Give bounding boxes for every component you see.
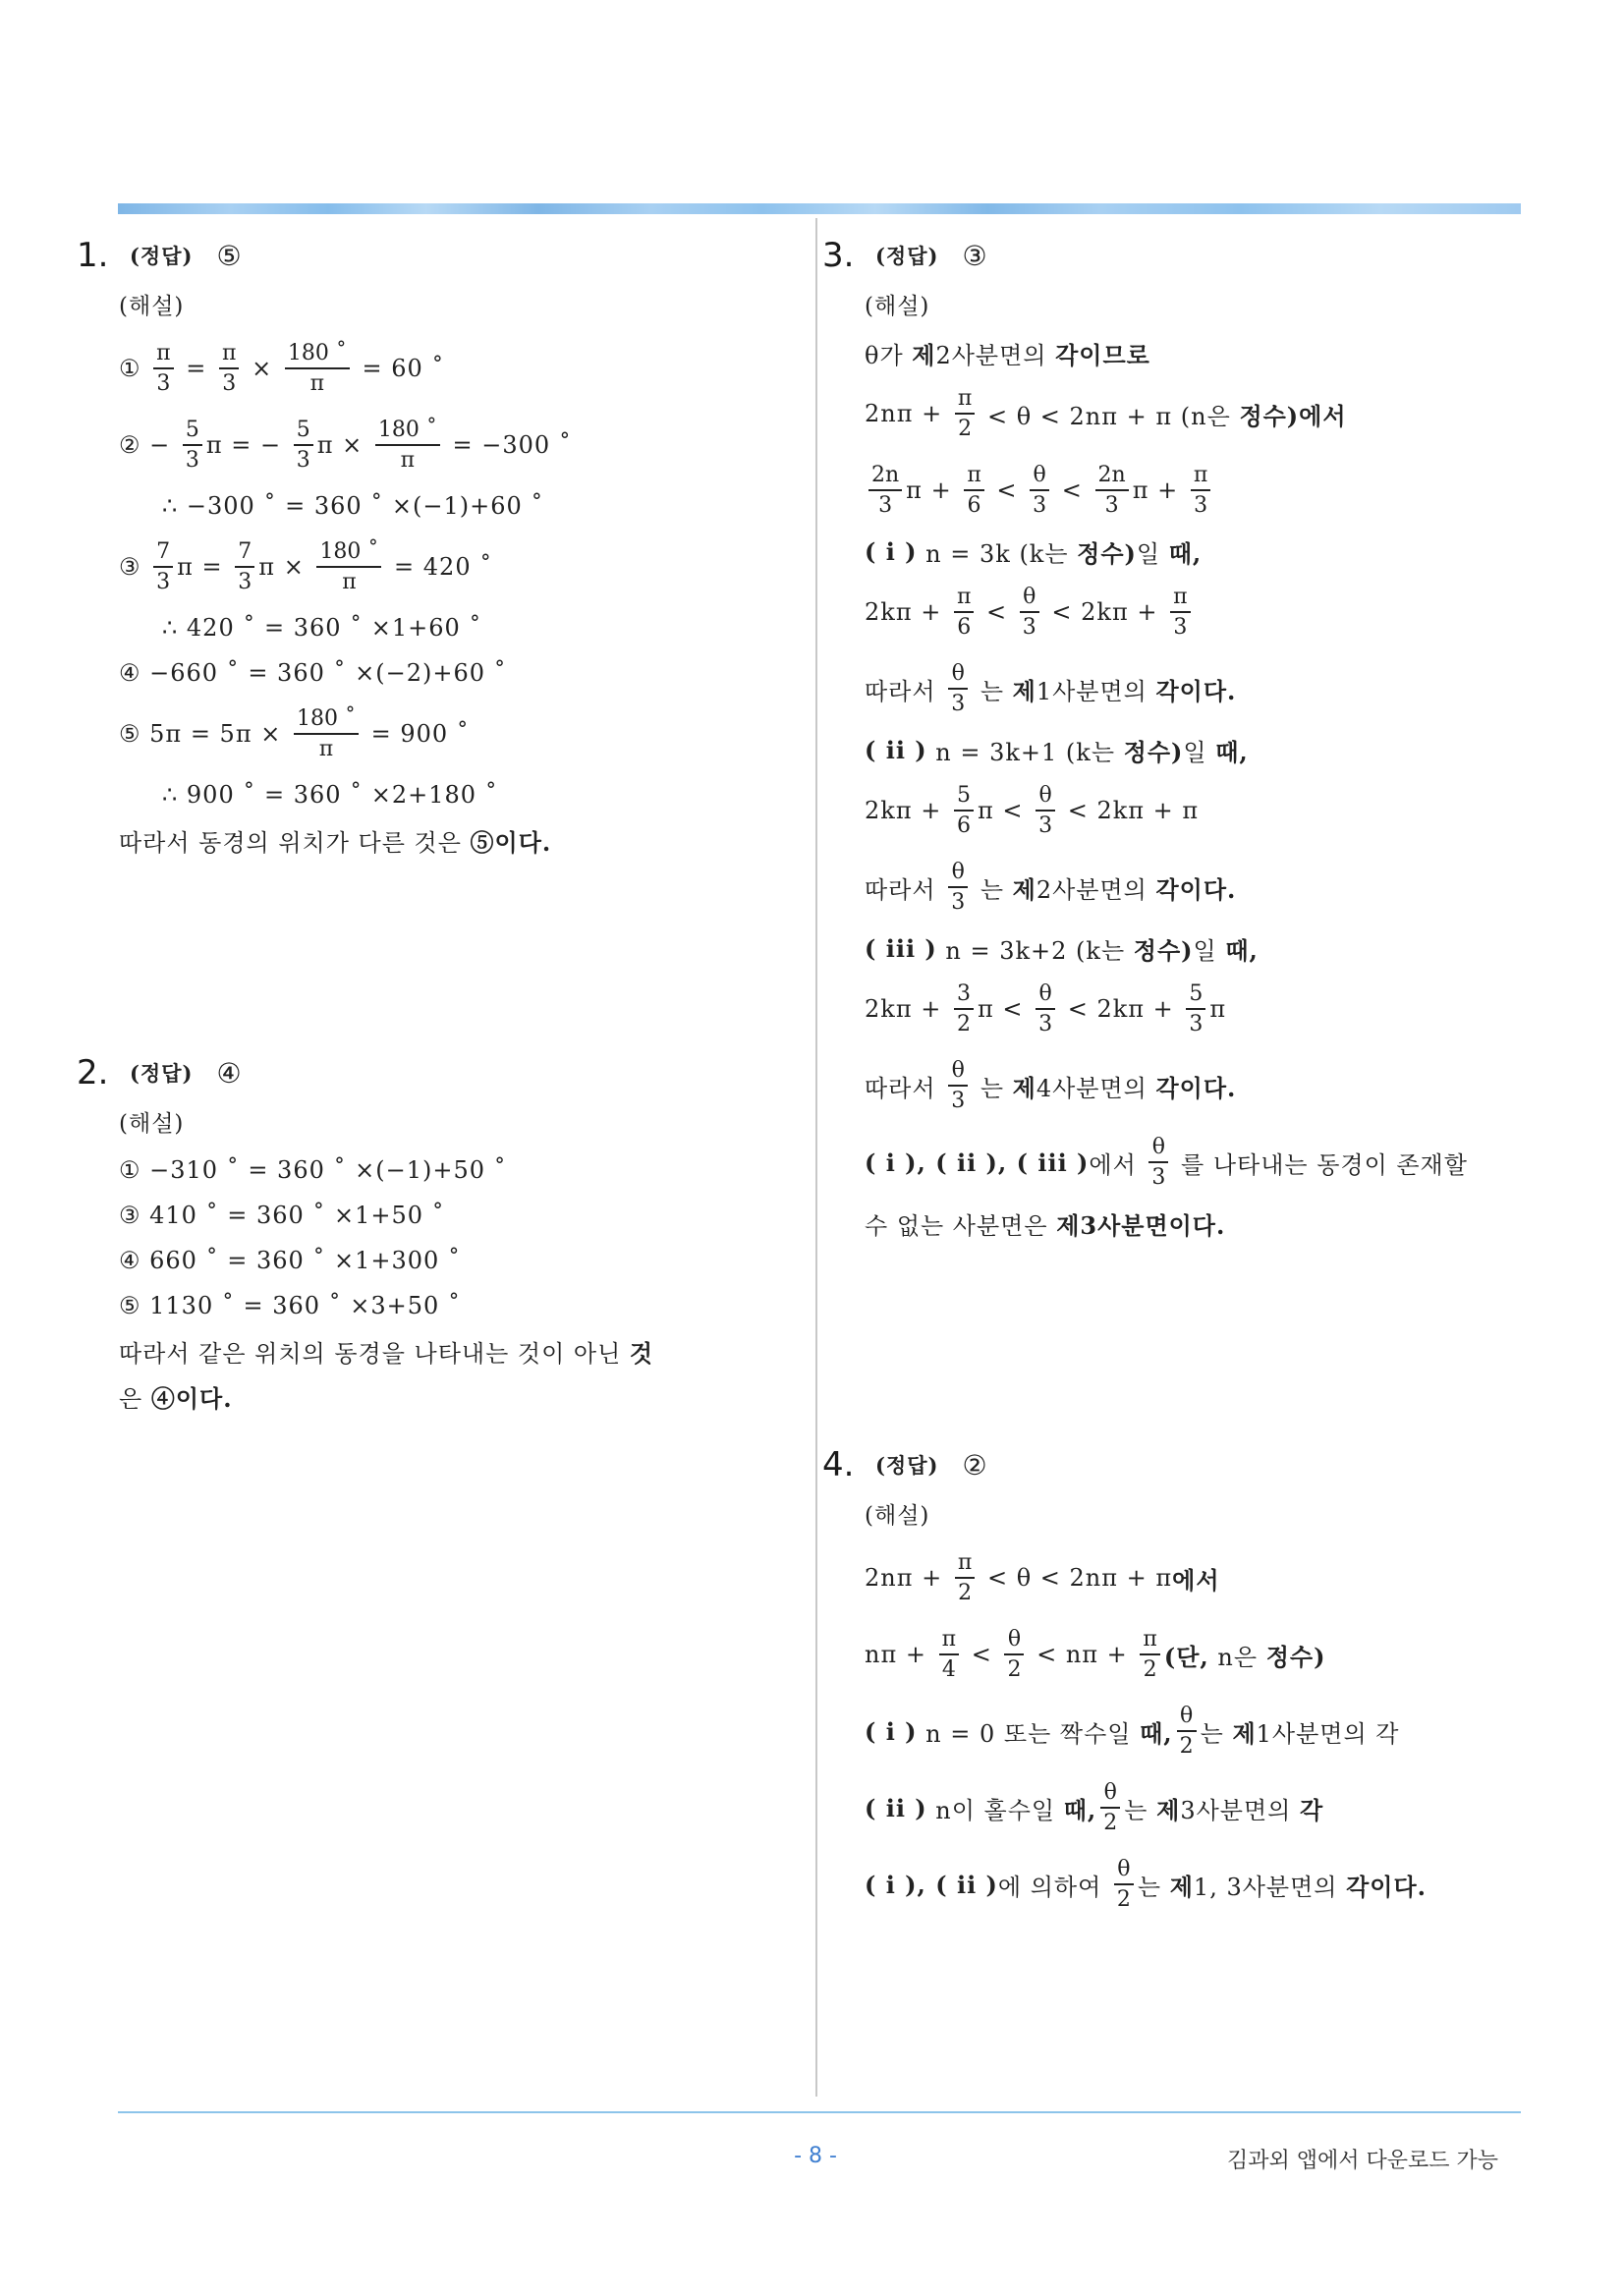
emphasis-text: 것 xyxy=(629,1338,654,1368)
fraction xyxy=(1036,981,1055,1037)
fraction-denominator: 2 xyxy=(956,1012,971,1036)
fraction-denominator: 4 xyxy=(941,1657,956,1682)
emphasis-text: 에서 xyxy=(1172,1565,1220,1595)
fraction-denominator: 3 xyxy=(951,692,966,716)
question-header xyxy=(822,228,1530,283)
fraction xyxy=(955,386,975,442)
emphasis-text: ( ii ) xyxy=(865,735,927,764)
explanation-lines xyxy=(119,330,804,863)
emphasis-text: 정수) xyxy=(1133,935,1194,965)
fraction-numerator: θ xyxy=(951,1057,965,1083)
explanation-line xyxy=(865,1846,1530,1923)
text-segment: ⑤ 5π = 5π × xyxy=(119,720,290,748)
explanation-line xyxy=(865,330,1530,375)
fraction-numerator: 5 xyxy=(296,417,310,442)
fraction-numerator: π xyxy=(956,584,972,609)
answer-value: ② xyxy=(962,1448,987,1482)
fraction-denominator: 3 xyxy=(878,493,893,518)
fraction xyxy=(1095,463,1129,519)
fraction-numerator: π xyxy=(957,385,973,411)
text-segment: ④ −660 ˚ = 360 ˚ ×(−2)+60 ˚ xyxy=(119,659,507,687)
fraction-denominator: 3 xyxy=(951,1089,966,1113)
fraction-denominator: 2 xyxy=(1116,1887,1131,1912)
text-segment: < θ < 2nπ + π (n은 xyxy=(979,402,1240,430)
answer-value: ④ xyxy=(216,1056,242,1090)
emphasis-text: 각이다. xyxy=(1346,1872,1428,1901)
fraction-numerator: 180 ˚ xyxy=(287,340,347,365)
explanation-line xyxy=(119,772,804,817)
explanation-line xyxy=(119,696,804,772)
emphasis-text: 때, xyxy=(1140,1718,1173,1748)
text-segment: 따라서 동경의 위치가 다른 것은 xyxy=(119,828,471,857)
fraction xyxy=(183,418,202,474)
emphasis-text: (단, xyxy=(1163,1642,1209,1671)
emphasis-text: 때, xyxy=(1225,935,1259,965)
fraction xyxy=(1030,463,1049,519)
text-segment: n = 3k (k는 xyxy=(917,539,1078,568)
emphasis-text: ( i ) xyxy=(865,536,918,566)
fraction-numerator: θ xyxy=(1103,1779,1117,1805)
text-segment: ③ 410 ˚ = 360 ˚ ×1+50 ˚ xyxy=(119,1202,445,1229)
emphasis-text: 제 xyxy=(1232,1718,1257,1748)
text-segment: n이 홀수일 xyxy=(926,1796,1064,1824)
fraction xyxy=(955,1550,975,1606)
fraction-numerator: θ xyxy=(951,660,965,686)
fraction-numerator: 180 ˚ xyxy=(377,417,437,442)
explanation-line xyxy=(865,849,1530,925)
fraction-denominator: 3 xyxy=(185,448,199,473)
fraction xyxy=(948,860,968,916)
fraction-numerator: θ xyxy=(1023,584,1036,609)
text-segment: 2사분면의 xyxy=(1036,875,1156,904)
header-decorative-bar xyxy=(118,203,1521,214)
text-segment: 따라서 xyxy=(865,875,945,904)
text-segment: 에 의하여 xyxy=(997,1873,1110,1901)
text-segment: ② − xyxy=(119,431,179,459)
emphasis-text: 제 xyxy=(1012,874,1036,904)
explanation-line xyxy=(865,1693,1530,1769)
emphasis-text: 때, xyxy=(1063,1795,1097,1824)
text-segment: n = 3k+1 (k는 xyxy=(926,738,1124,766)
question-number: 1. xyxy=(77,236,109,275)
footer-download-note: 김과외 앱에서 다운로드 가능 xyxy=(1226,2149,1498,2173)
explanation-lines xyxy=(119,1148,804,1419)
fraction-denominator: π xyxy=(400,448,416,473)
explanation-line xyxy=(119,1328,804,1373)
explanation-label: (해설) xyxy=(865,1503,930,1529)
text-segment: 는 xyxy=(1200,1719,1233,1748)
text-segment: 따라서 xyxy=(865,677,945,705)
fraction-denominator: 2 xyxy=(958,1581,973,1605)
text-segment: 따라서 xyxy=(865,1074,945,1102)
text-segment: 는 xyxy=(1137,1873,1170,1901)
emphasis-text: 각이다. xyxy=(1155,676,1237,705)
text-segment: 는 xyxy=(1124,1796,1157,1824)
fraction xyxy=(1004,1627,1024,1683)
text-segment: 1, 3사분면의 xyxy=(1193,1873,1347,1901)
fraction xyxy=(954,783,974,839)
fraction xyxy=(1036,783,1055,839)
fraction xyxy=(1114,1857,1134,1913)
text-segment: π + xyxy=(1132,476,1187,504)
explanation-line xyxy=(865,1769,1530,1846)
text-segment: = 60 ˚ xyxy=(353,355,445,382)
fraction-numerator: π xyxy=(967,462,981,487)
fraction xyxy=(868,463,902,519)
emphasis-text: 정수) xyxy=(1265,1642,1326,1671)
answer-value: ⑤ xyxy=(216,239,242,272)
fraction xyxy=(153,539,173,595)
text-segment: < 2kπ + xyxy=(1059,995,1183,1023)
emphasis-text: 제 xyxy=(1012,1073,1036,1102)
text-segment: 3사분면의 xyxy=(1180,1796,1300,1824)
fraction xyxy=(294,418,313,474)
fraction-denominator: 3 xyxy=(1173,615,1188,640)
fraction xyxy=(1100,1780,1120,1836)
answer-label: (정답) xyxy=(130,1061,194,1086)
text-segment: ∴ 900 ˚ = 360 ˚ ×2+180 ˚ xyxy=(162,781,498,809)
fraction-denominator: 3 xyxy=(222,371,237,396)
emphasis-text: 각이다. xyxy=(1155,874,1237,904)
fraction xyxy=(294,706,359,762)
emphasis-text: 때, xyxy=(1168,538,1203,568)
explanation-line xyxy=(865,727,1530,772)
fraction xyxy=(1177,1704,1197,1760)
emphasis-text: ( i ), ( ii ), ( iii ) xyxy=(865,1148,1090,1177)
question-body xyxy=(77,1100,804,1419)
text-segment: ④ 660 ˚ = 360 ˚ ×1+300 ˚ xyxy=(119,1247,461,1274)
explanation-line xyxy=(119,330,804,407)
text-segment: 따라서 같은 위치의 동경을 나타내는 것이 아닌 xyxy=(119,1339,630,1368)
question-header xyxy=(77,228,804,283)
fraction-numerator: π xyxy=(941,1626,957,1652)
answer-label: (정답) xyxy=(875,244,939,268)
emphasis-text: ( i ), ( ii ) xyxy=(865,1870,998,1899)
text-segment: π = − xyxy=(205,431,290,459)
fraction-numerator: π xyxy=(1143,1626,1157,1652)
fraction xyxy=(316,539,381,595)
explanation-line xyxy=(119,1148,804,1193)
explanation-lines xyxy=(865,1540,1530,1923)
text-segment: π < xyxy=(977,797,1033,824)
text-segment: π xyxy=(1209,995,1227,1023)
fraction-denominator: 6 xyxy=(956,813,971,838)
text-segment: < 2kπ + π xyxy=(1059,797,1200,824)
explanation-line xyxy=(119,1283,804,1328)
fraction-denominator: 3 xyxy=(156,570,171,594)
emphasis-text: 제 xyxy=(912,340,936,369)
fraction-numerator: 5 xyxy=(956,782,971,808)
fraction xyxy=(939,1627,959,1683)
fraction-denominator: 3 xyxy=(238,570,252,594)
text-segment: 에서 xyxy=(1089,1150,1146,1179)
text-segment: ③ xyxy=(119,553,150,581)
text-segment: 2kπ + xyxy=(865,797,950,824)
text-segment: ⑤ 1130 ˚ = 360 ˚ ×3+50 ˚ xyxy=(119,1292,461,1319)
fraction xyxy=(1186,981,1205,1037)
text-segment: 은 xyxy=(119,1384,151,1413)
fraction-numerator: π xyxy=(222,340,237,365)
fraction-numerator: 180 ˚ xyxy=(296,705,356,731)
fraction-numerator: π xyxy=(1173,584,1188,609)
text-segment: = 420 ˚ xyxy=(385,553,493,581)
text-segment: 일 xyxy=(1183,738,1216,766)
explanation-line xyxy=(865,1201,1530,1246)
text-segment: 를 나타내는 동경이 존재할 xyxy=(1172,1150,1468,1179)
text-segment: 2kπ + xyxy=(865,995,950,1023)
question-header xyxy=(77,1045,804,1100)
fraction-denominator: π xyxy=(318,737,334,761)
question-number: 3. xyxy=(822,236,855,275)
question-header xyxy=(822,1437,1530,1492)
fraction xyxy=(1020,585,1039,641)
text-segment: ① −310 ˚ = 360 ˚ ×(−1)+50 ˚ xyxy=(119,1156,507,1184)
fraction xyxy=(954,585,974,641)
footer-divider xyxy=(118,2111,1521,2113)
fraction-denominator: 2 xyxy=(958,417,973,441)
fraction-denominator: 3 xyxy=(1194,493,1208,518)
explanation-line xyxy=(865,971,1530,1047)
explanation-line xyxy=(865,1124,1530,1201)
text-segment: < 2kπ + xyxy=(1042,598,1167,626)
fraction-numerator: θ xyxy=(1180,1703,1194,1728)
fraction-denominator: 3 xyxy=(951,890,966,915)
text-segment: < xyxy=(978,598,1016,626)
text-segment: θ가 xyxy=(865,341,913,369)
explanation-line xyxy=(865,1047,1530,1124)
emphasis-text: 제 xyxy=(1012,676,1036,705)
fraction-denominator: 3 xyxy=(1033,493,1047,518)
text-segment: 1사분면의 각 xyxy=(1256,1719,1400,1748)
fraction-denominator: 3 xyxy=(1022,615,1036,640)
fraction xyxy=(153,341,173,397)
emphasis-text: ( i ) xyxy=(865,1716,918,1746)
text-segment: < nπ + xyxy=(1028,1641,1137,1668)
explanation-line xyxy=(865,452,1530,529)
emphasis-text: ( ii ) xyxy=(865,1793,927,1822)
explanation-line xyxy=(119,407,804,483)
explanation-line xyxy=(865,772,1530,849)
question-3 xyxy=(822,228,1530,1246)
explanation-lines xyxy=(865,330,1530,1246)
explanation-line xyxy=(119,1193,804,1238)
fraction xyxy=(1140,1627,1159,1683)
emphasis-text: 제 xyxy=(1156,1795,1181,1824)
text-segment: 는 xyxy=(972,875,1013,904)
text-segment: < xyxy=(1053,476,1092,504)
fraction-numerator: π xyxy=(156,340,171,365)
question-body xyxy=(77,283,804,863)
fraction-denominator: π xyxy=(342,570,357,594)
explanation-line xyxy=(865,650,1530,727)
fraction-numerator: 180 ˚ xyxy=(319,538,379,564)
text-segment: 2사분면의 xyxy=(935,341,1056,369)
fraction xyxy=(964,463,983,519)
text-segment: 2kπ + xyxy=(865,598,950,626)
fraction-denominator: π xyxy=(309,371,325,396)
fraction xyxy=(1191,463,1210,519)
fraction-denominator: 2 xyxy=(1179,1734,1194,1759)
fraction xyxy=(948,661,968,717)
explanation-line xyxy=(865,574,1530,650)
text-segment: π < xyxy=(977,995,1033,1023)
text-segment: ∴ −300 ˚ = 360 ˚ ×(−1)+60 ˚ xyxy=(162,492,544,520)
emphasis-text: 제 xyxy=(1169,1872,1194,1901)
fraction-denominator: 2 xyxy=(1143,1657,1157,1682)
text-segment: 4사분면의 xyxy=(1036,1074,1156,1102)
emphasis-text: 각이다. xyxy=(1155,1073,1237,1102)
question-body xyxy=(822,1492,1530,1923)
fraction-denominator: 6 xyxy=(957,615,972,640)
text-segment: nπ + xyxy=(865,1641,935,1668)
text-segment: 2nπ + xyxy=(865,400,951,427)
fraction xyxy=(954,981,974,1037)
fraction xyxy=(948,1058,968,1114)
fraction-denominator: 3 xyxy=(296,448,310,473)
text-segment: 수 없는 사분면은 xyxy=(865,1211,1057,1240)
explanation-label: (해설) xyxy=(865,294,930,319)
explanation-label: (해설) xyxy=(119,294,185,319)
explanation-line xyxy=(865,1540,1530,1616)
text-segment: n = 3k+2 (k는 xyxy=(936,936,1134,965)
fraction-numerator: π xyxy=(1193,462,1208,487)
text-segment: ∴ 420 ˚ = 360 ˚ ×1+60 ˚ xyxy=(162,614,482,642)
explanation-line xyxy=(119,605,804,650)
fraction-denominator: 3 xyxy=(1038,813,1053,838)
fraction-numerator: 3 xyxy=(956,980,971,1006)
answer-value: ③ xyxy=(962,239,987,272)
explanation-line xyxy=(119,650,804,696)
explanation-line xyxy=(865,925,1530,971)
fraction xyxy=(285,341,350,397)
question-body xyxy=(822,283,1530,1246)
fraction xyxy=(375,418,440,474)
explanation-line xyxy=(865,529,1530,574)
fraction xyxy=(1148,1135,1168,1191)
answer-label: (정답) xyxy=(875,1453,939,1478)
explanation-label: (해설) xyxy=(119,1111,185,1137)
question-2 xyxy=(77,1045,804,1419)
emphasis-text: ⑤이다. xyxy=(470,827,552,857)
text-segment: ① xyxy=(119,355,150,382)
fraction-denominator: 2 xyxy=(1007,1657,1022,1682)
text-segment: π × xyxy=(316,431,371,459)
text-segment: < θ < 2nπ + π xyxy=(979,1564,1173,1592)
emphasis-text: 때, xyxy=(1215,737,1249,766)
fraction-numerator: θ xyxy=(1117,1856,1131,1881)
text-segment: 1사분면의 xyxy=(1036,677,1156,705)
question-number: 2. xyxy=(77,1053,109,1092)
emphasis-text: 각 xyxy=(1299,1795,1324,1824)
fraction-denominator: 3 xyxy=(1038,1012,1053,1036)
emphasis-text: ④이다. xyxy=(150,1383,233,1413)
answer-label: (정답) xyxy=(130,244,194,268)
explanation-line xyxy=(119,483,804,529)
fraction-numerator: θ xyxy=(951,859,965,884)
text-segment: 는 xyxy=(972,1074,1013,1102)
fraction xyxy=(1170,585,1190,641)
fraction-denominator: 6 xyxy=(967,493,981,518)
explanation-line xyxy=(119,1373,804,1419)
question-number: 4. xyxy=(822,1445,855,1484)
fraction-denominator: 2 xyxy=(1103,1811,1118,1835)
text-segment: 2nπ + xyxy=(865,1564,951,1592)
text-segment: 일 xyxy=(1193,936,1226,965)
text-segment: 는 xyxy=(972,677,1013,705)
text-segment: = −300 ˚ xyxy=(443,431,572,459)
fraction-numerator: 2n xyxy=(1097,462,1126,487)
explanation-line xyxy=(865,375,1530,452)
fraction-numerator: 2n xyxy=(871,462,900,487)
explanation-line xyxy=(119,817,804,863)
fraction-numerator: 7 xyxy=(238,538,252,564)
column-divider xyxy=(815,218,817,2097)
question-4 xyxy=(822,1437,1530,1923)
explanation-line xyxy=(119,529,804,605)
text-segment: π × xyxy=(258,553,313,581)
text-segment: n은 xyxy=(1208,1643,1266,1671)
emphasis-text: 각이므로 xyxy=(1055,340,1150,369)
explanation-line xyxy=(865,1616,1530,1693)
fraction-numerator: 7 xyxy=(156,538,171,564)
fraction-denominator: 3 xyxy=(1151,1165,1166,1190)
emphasis-text: 정수)에서 xyxy=(1239,401,1347,430)
fraction-numerator: θ xyxy=(1033,462,1046,487)
page-number: - 8 - xyxy=(794,2144,837,2168)
text-segment: × xyxy=(243,355,281,382)
text-segment: < xyxy=(963,1641,1001,1668)
text-segment: n = 0 또는 짝수일 xyxy=(917,1719,1141,1748)
fraction-numerator: π xyxy=(957,1549,973,1575)
emphasis-text: 제3사분면이다. xyxy=(1056,1210,1226,1240)
text-segment: 일 xyxy=(1136,539,1169,568)
fraction-denominator: 3 xyxy=(156,371,171,396)
text-segment: = 900 ˚ xyxy=(362,720,470,748)
text-segment: = xyxy=(177,355,215,382)
fraction xyxy=(235,539,254,595)
fraction-numerator: θ xyxy=(1038,980,1052,1006)
fraction-numerator: 5 xyxy=(1189,980,1204,1006)
emphasis-text: ( iii ) xyxy=(865,933,937,963)
text-segment: < xyxy=(987,476,1027,504)
fraction-numerator: θ xyxy=(1007,1626,1022,1652)
emphasis-text: 정수) xyxy=(1077,538,1137,568)
text-segment: π = xyxy=(177,553,232,581)
explanation-line xyxy=(119,1238,804,1283)
text-segment: π + xyxy=(906,476,961,504)
fraction-denominator: 3 xyxy=(1104,493,1119,518)
fraction-denominator: 3 xyxy=(1189,1012,1204,1036)
emphasis-text: 정수) xyxy=(1123,737,1184,766)
fraction-numerator: θ xyxy=(1151,1134,1166,1159)
fraction-numerator: θ xyxy=(1038,782,1052,808)
question-1 xyxy=(77,228,804,863)
fraction-numerator: 5 xyxy=(185,417,199,442)
fraction xyxy=(219,341,239,397)
